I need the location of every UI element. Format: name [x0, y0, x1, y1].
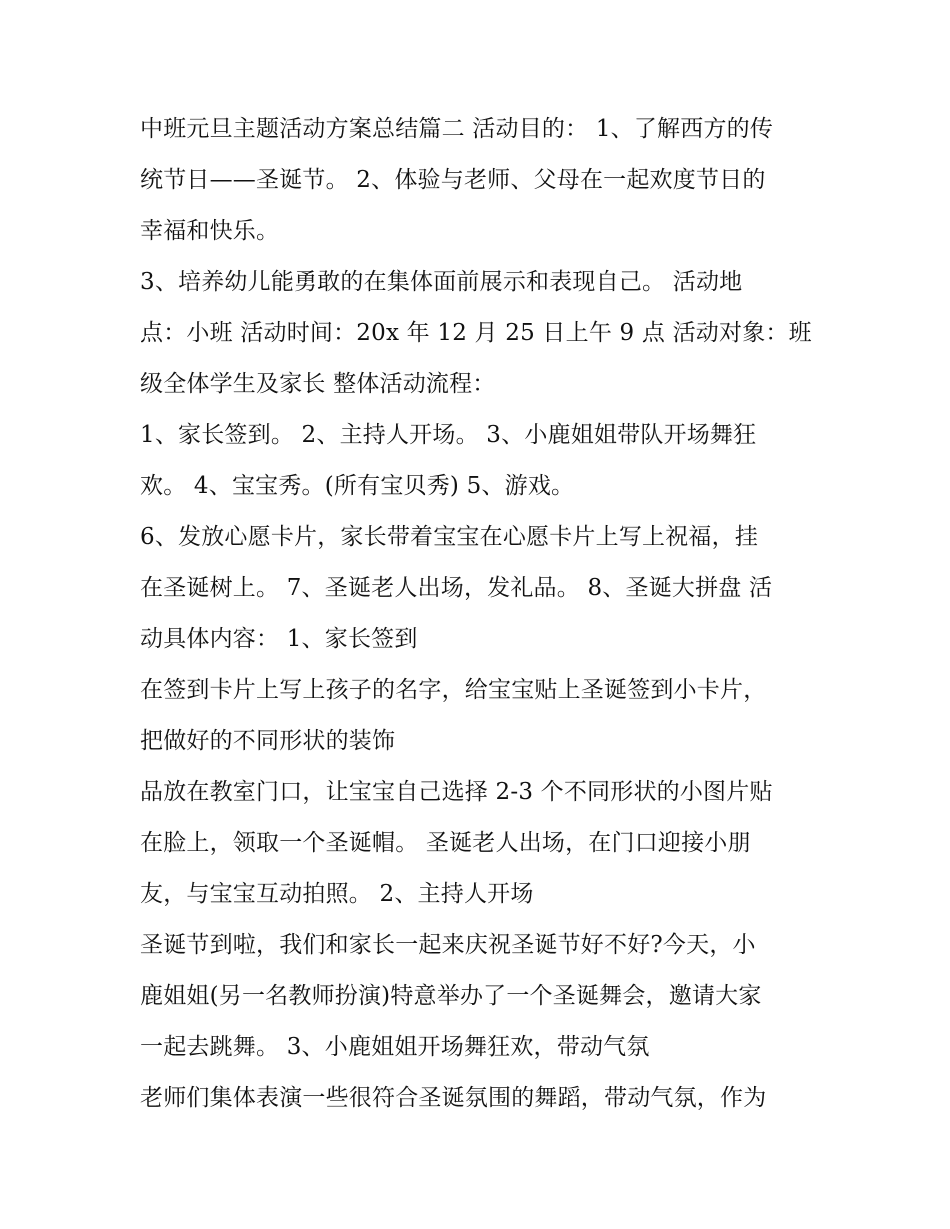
- text-line: 点：小班 活动时间：20x 年 12 月 25 日上午 9 点 活动对象：班: [140, 320, 812, 346]
- text-line: 动具体内容： 1、家长签到: [140, 626, 418, 652]
- text-line: 圣诞节到啦，我们和家长一起来庆祝圣诞节好不好?今天，小: [140, 932, 756, 958]
- document-body: [140, 104, 820, 1124]
- text-line: 中班元旦主题活动方案总结篇二 活动目的： 1、了解西方的传: [140, 116, 774, 142]
- text-line: 幸福和快乐。: [140, 218, 280, 244]
- text-line: 在签到卡片上写上孩子的名字，给宝宝贴上圣诞签到小卡片，: [140, 677, 767, 703]
- text-line: 在脸上，领取一个圣诞帽。 圣诞老人出场，在门口迎接小朋: [140, 830, 751, 856]
- text-line: 在圣诞树上。 7、圣诞老人出场，发礼品。 8、圣诞大拼盘 活: [140, 575, 773, 601]
- text-line: 1、家长签到。 2、主持人开场。 3、小鹿姐姐带队开场舞狂: [140, 422, 757, 448]
- text-line: 鹿姐姐(另一名教师扮演)特意举办了一个圣诞舞会，邀请大家: [140, 983, 762, 1009]
- text-line: 级全体学生及家长 整体活动流程：: [140, 371, 496, 397]
- text-line: 老师们集体表演一些很符合圣诞氛围的舞蹈，带动气氛，作为: [140, 1085, 767, 1111]
- text-line: 品放在教室门口，让宝宝自己选择 2-3 个不同形状的小图片贴: [140, 779, 773, 805]
- text-line: 一起去跳舞。 3、小鹿姐姐开场舞狂欢，带动气氛: [140, 1034, 650, 1060]
- text-line: 友，与宝宝互动拍照。 2、主持人开场: [140, 881, 534, 907]
- text-line: 把做好的不同形状的装饰: [140, 728, 396, 754]
- text-line: 6、发放心愿卡片，家长带着宝宝在心愿卡片上写上祝福，挂: [140, 524, 759, 550]
- text-line: 统节日——圣诞节。 2、体验与老师、父母在一起欢度节日的: [140, 167, 766, 193]
- text-line: 欢。 4、宝宝秀。(所有宝贝秀) 5、游戏。: [140, 473, 575, 499]
- text-line: 3、培养幼儿能勇敢的在集体面前展示和表现自己。 活动地: [140, 269, 743, 295]
